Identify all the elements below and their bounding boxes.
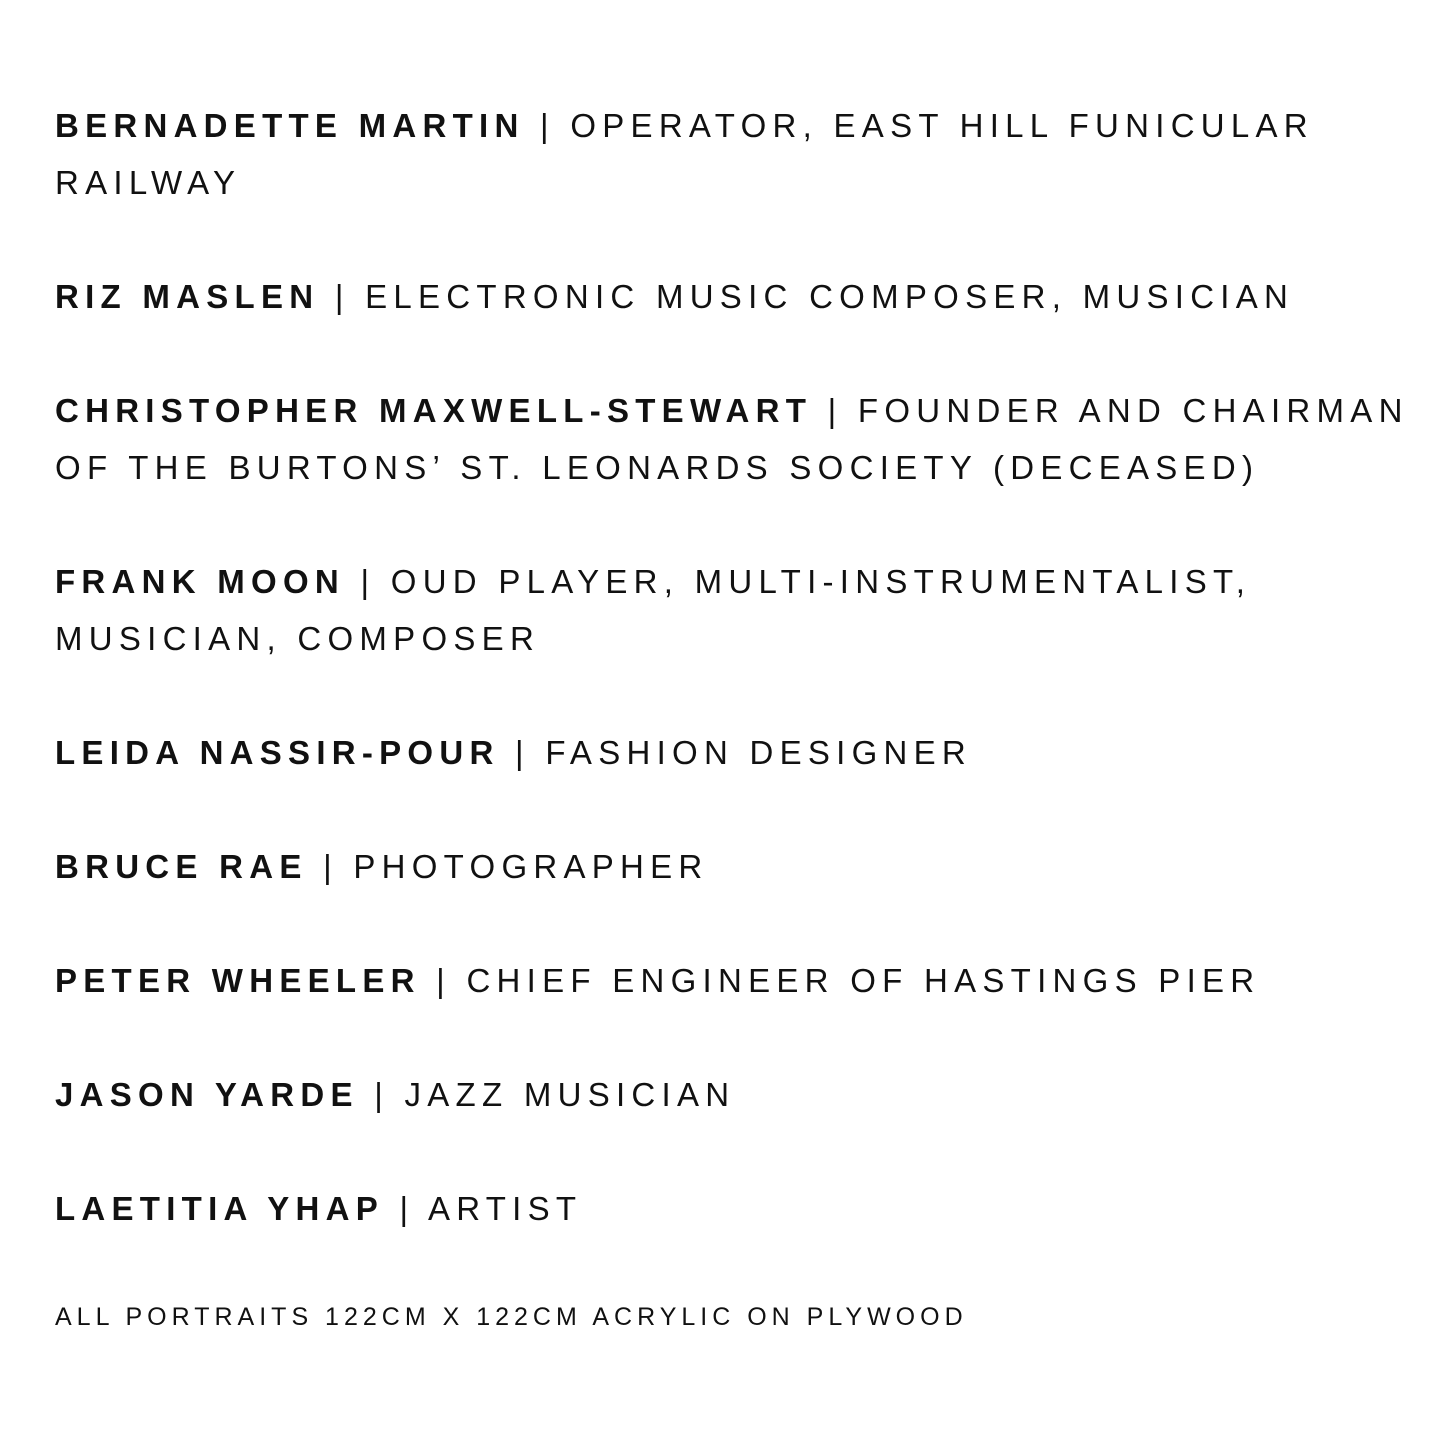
separator: | xyxy=(360,563,376,600)
person-role: ARTIST xyxy=(427,1190,583,1227)
person-role: OUD PLAYER, MULTI-INSTRUMENTALIST, MUSICIAN, COMPOSER xyxy=(55,563,1252,657)
credit-entry xyxy=(55,724,1425,781)
credit-entry xyxy=(55,382,1425,496)
separator: | xyxy=(374,1076,390,1113)
person-name: BERNADETTE MARTIN xyxy=(55,107,525,144)
person-role: ELECTRONIC MUSIC COMPOSER, MUSICIAN xyxy=(365,278,1295,315)
person-name: LAETITIA YHAP xyxy=(55,1190,385,1227)
person-role: PHOTOGRAPHER xyxy=(353,848,709,885)
separator: | xyxy=(436,962,451,999)
credit-entry xyxy=(55,268,1425,325)
credit-entry xyxy=(55,952,1425,1009)
credit-entry xyxy=(55,838,1425,895)
person-name: PETER WHEELER xyxy=(55,962,421,999)
separator: | xyxy=(334,278,350,315)
credits-list xyxy=(55,97,1425,1294)
person-name: LEIDA NASSIR-POUR xyxy=(55,734,500,771)
credit-entry xyxy=(55,1066,1425,1123)
separator: | xyxy=(399,1190,415,1227)
person-role: FASHION DESIGNER xyxy=(545,734,973,771)
person-name: BRUCE RAE xyxy=(55,848,308,885)
credit-entry xyxy=(55,553,1425,667)
person-name: FRANK MOON xyxy=(55,563,346,600)
person-name: RIZ MASLEN xyxy=(55,278,320,315)
separator: | xyxy=(827,392,843,429)
separator: | xyxy=(515,734,530,771)
separator: | xyxy=(323,848,338,885)
medium-footnote: ALL PORTRAITS 122CM X 122CM ACRYLIC ON PLYWOOD xyxy=(55,1303,968,1331)
person-role: OPERATOR, EAST HILL FUNICULAR RAILWAY xyxy=(55,107,1314,201)
person-name: CHRISTOPHER MAXWELL-STEWART xyxy=(55,392,813,429)
person-role: CHIEF ENGINEER OF HASTINGS PIER xyxy=(466,962,1261,999)
credit-entry xyxy=(55,1180,1425,1237)
person-role: JAZZ MUSICIAN xyxy=(404,1076,736,1113)
separator: | xyxy=(540,107,555,144)
person-role: FOUNDER AND CHAIRMAN OF THE BURTONS’ ST. LEONARDS SOCIETY (DECEASED) xyxy=(55,392,1409,486)
person-name: JASON YARDE xyxy=(55,1076,359,1113)
credit-entry xyxy=(55,97,1425,211)
